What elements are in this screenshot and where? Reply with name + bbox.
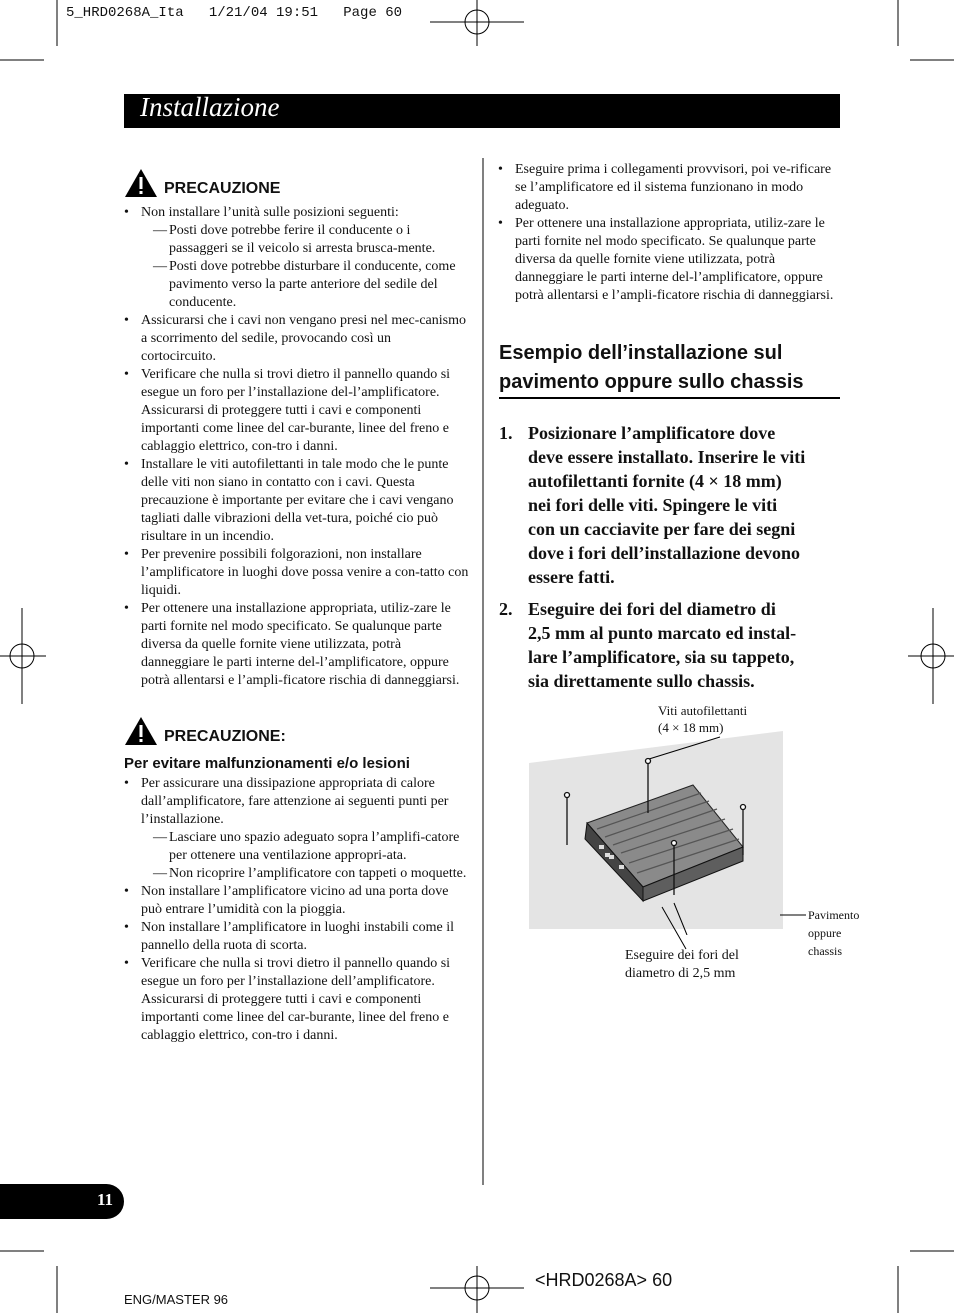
list-item-text: • Non installare l’amplificatore vicino ad una porta dove può entrare l’umidità con la pioggia.: [141, 884, 449, 917]
caution-2: [124, 714, 469, 746]
step: [499, 597, 844, 693]
list-item: [124, 204, 469, 312]
floor-label: [808, 906, 859, 960]
screws-label-line2: (4 × 18 mm): [658, 720, 724, 735]
list-item-text: • Per prevenire possibili folgorazioni, non installare l’amplificatore in luoghi dove possa venire a con-tatto con liquidi.: [141, 547, 469, 598]
step-line: Eseguire dei fori del diametro di: [528, 599, 776, 619]
step-line: 2,5 mm al punto marcato ed instal-: [528, 623, 797, 643]
warning-icon: [124, 168, 158, 198]
example-heading-line2: pavimento oppure sullo chassis: [499, 371, 804, 393]
holes-label: [625, 947, 739, 983]
list-item: [124, 456, 469, 546]
caution-2-list: [124, 775, 469, 1045]
list-item-text: • Non installare l’unità sulle posizioni seguenti:: [141, 205, 399, 220]
list-item: • Per ottenere una installazione appropriata, utiliz-zare le parti fornite nel modo specificato. Se qualunque parte diversa da quelle fornite viene utilizzata, potrà danneggiare le parti interne del-l’amplificatore, oppure potrà allentarsi e l’ampli-ficatore rischia di danneggiarsi.: [498, 215, 843, 305]
section-title: Installazione: [140, 92, 280, 122]
right-column: [498, 161, 843, 305]
step-line: con un cacciavite per fare dei segni: [528, 519, 796, 539]
step-line: sia direttamente sullo chassis.: [528, 671, 755, 691]
screws-label: [658, 702, 747, 736]
screws-label-line1: Viti autofilettanti: [658, 703, 748, 718]
list-item: [124, 366, 469, 456]
step-number: 1.: [499, 423, 513, 443]
step-line: deve essere installato. Inserire le viti: [528, 447, 806, 467]
list-item-text: • Verificare che nulla si trovi dietro il pannello quando si esegue un foro per l’installazione del-l’amplificatore. Assicurarsi di proteggere tutti i cavi e componenti importanti come linee del car-burante, linee del freno e cablaggio elettrico, con-tro i danni.: [141, 367, 451, 454]
floor-label-line1: Pavimento: [808, 908, 860, 922]
footer-master: ENG/MASTER 96: [124, 1292, 229, 1307]
caution-2-subheading: Per evitare malfunzionamenti e/o lesioni: [124, 755, 410, 772]
caution-2-heading: PRECAUZIONE:: [164, 728, 286, 745]
left-column: [124, 166, 469, 1045]
holes-label-line1: Eseguire dei fori del: [625, 948, 739, 963]
floor-label-line2: oppure: [808, 926, 842, 940]
right-bullet-list: [498, 161, 843, 305]
list-item-text: • Per ottenere una installazione appropriata, utiliz-zare le parti fornite nel modo specificato. Se qualunque parte diversa da quelle fornite viene utilizzata, potrà danneggiare le parti interne del-l’amplificatore, oppure potrà allentarsi e l’ampli-ficatore rischia di danneggiarsi.: [141, 601, 460, 688]
step-line: autofilettanti fornite (4 × 18 mm): [528, 471, 782, 491]
sub-item: — Non ricoprire l’amplificatore con tappeti o moquette.: [124, 865, 469, 883]
sub-item: — Lasciare uno spazio adeguato sopra l’amplifi-catore per ottenere una ventilazione appropri-ata.: [124, 829, 469, 865]
caution-1-list: [124, 204, 469, 690]
list-item-text: • Per assicurare una dissipazione appropriata di calore dall’amplificatore, fare attenzione ai seguenti punti per l’installazione.: [141, 776, 449, 827]
list-item: • Eseguire prima i collegamenti provvisori, poi ve-rificare se l’amplificatore ed il sistema funzionano in modo adeguato.: [498, 161, 843, 215]
example-heading-line1: Esempio dell’installazione sul: [499, 342, 783, 364]
warning-icon: [124, 716, 158, 746]
steps-list: [499, 421, 844, 701]
step-line: lare l’amplificatore, sia su tappeto,: [528, 647, 795, 667]
list-item: [124, 312, 469, 366]
step-line: Posizionare l’amplificatore dove: [528, 423, 776, 443]
list-item: [124, 775, 469, 883]
example-heading: [499, 339, 840, 397]
step-line: nei fori delle viti. Spingere le viti: [528, 495, 778, 515]
step-number: 2.: [499, 599, 513, 619]
sub-item: — Posti dove potrebbe ferire il conducente o i passaggeri se il veicolo si arresta brusca-mente.: [124, 222, 469, 258]
holes-label-line2: diametro di 2,5 mm: [625, 966, 736, 981]
list-item-text: • Non installare l’amplificatore in luoghi instabili come il pannello della ruota di scorta.: [141, 920, 454, 953]
list-item: [124, 600, 469, 690]
list-item: [124, 919, 469, 955]
heading-rule: [499, 397, 840, 399]
step-line: dove i fori dell’installazione devono: [528, 543, 800, 563]
list-item-text: • Assicurarsi che i cavi non vengano presi nel mec-canismo a scorrimento del sedile, provocando così un cortocircuito.: [141, 313, 467, 364]
caution-1: [124, 166, 469, 198]
list-item-text: • Installare le viti autofilettanti in tale modo che le punte delle viti non siano in contatto con i cavi. Questa precauzione è importante per evitare che i cavi vengano tagliati dalle vibrazioni della vet-tura, poiché cio può risultare in un incendio.: [141, 457, 454, 544]
installation-figure: [525, 725, 787, 935]
page-number: 11: [97, 1190, 114, 1209]
list-item: [124, 883, 469, 919]
sub-item: — Posti dove potrebbe disturbare il conducente, come pavimento verso la parte anteriore del sedile del conducente.: [124, 258, 469, 312]
list-item-text: • Verificare che nulla si trovi dietro il pannello quando si esegue un foro per l’installazione dell’amplificatore. Assicurarsi di proteggere tutti i cavi e componenti importanti come linee del car-burante, linee del freno e cablaggio elettrico, con-tro i danni.: [141, 956, 451, 1043]
list-item: [124, 955, 469, 1045]
step-line: essere fatti.: [528, 567, 615, 587]
caution-1-heading: PRECAUZIONE: [164, 180, 281, 197]
footer-code: <HRD0268A> 60: [535, 1270, 673, 1290]
header-slug: 5_HRD0268A_Ita 1/21/04 19:51 Page 60: [66, 5, 403, 21]
step: [499, 421, 844, 589]
list-item: [124, 546, 469, 600]
floor-label-line3: chassis: [808, 944, 842, 958]
